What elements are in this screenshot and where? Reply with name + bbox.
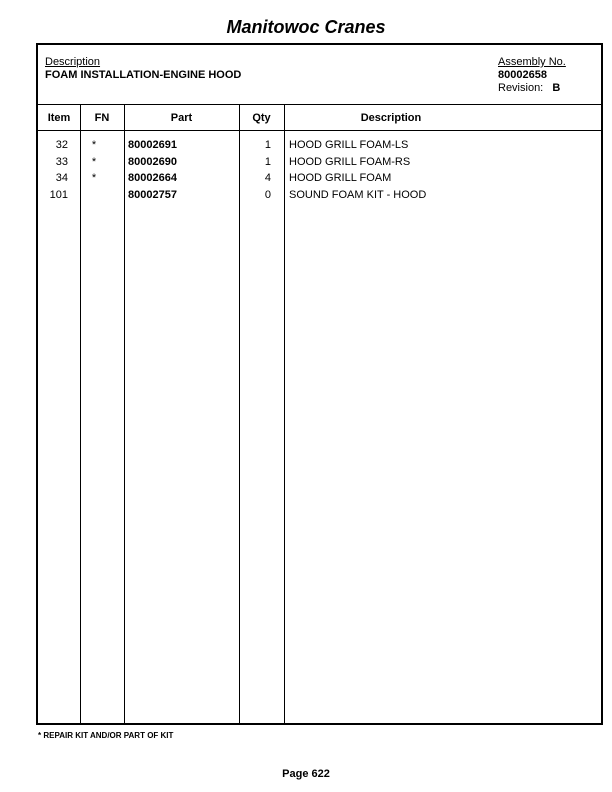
assembly-label: Assembly No. [498,56,566,68]
part-cell: 80002691 [128,139,177,151]
column-header-description: Description [360,112,422,124]
column-header-part: Part [170,112,193,124]
footnote: * REPAIR KIT AND/OR PART OF KIT [38,731,174,740]
parts-list-frame [36,43,603,725]
qty-cell: 4 [264,172,271,184]
assembly-header [38,45,601,105]
qty-cell: 0 [264,188,271,201]
description-cell: HOOD GRILL FOAM [289,172,392,184]
page-number: Page 622 [282,768,330,780]
page-title: Manitowoc Cranes [226,17,386,37]
assembly-block [498,56,566,95]
description-value: FOAM INSTALLATION-ENGINE HOOD [45,69,242,81]
column-header-qty: Qty [252,112,271,124]
qty-cell: 1 [264,155,271,168]
part-cell: 80002664 [128,172,177,184]
column-header-item: Item [47,112,71,124]
table-row [38,156,601,173]
item-cell: 34 [55,172,68,184]
description-cell: HOOD GRILL FOAM-LS [289,139,409,151]
description-cell: HOOD GRILL FOAM-RS [289,155,411,168]
description-label: Description [45,56,101,68]
description-cell: SOUND FOAM KIT - HOOD [289,188,427,201]
fn-cell: * [91,139,97,151]
revision-value: B [552,82,561,94]
table-row [38,189,601,206]
item-cell: 32 [55,139,68,151]
table-row [38,139,601,156]
qty-cell: 1 [264,139,271,151]
item-cell: 101 [49,188,68,201]
description-block [45,56,241,82]
revision-line [498,82,566,95]
part-cell: 80002690 [128,155,177,168]
table-header [38,105,601,131]
table-row [38,172,601,189]
fn-cell: * [91,155,97,168]
revision-label: Revision: [498,82,544,94]
table-body [38,139,601,205]
part-cell: 80002757 [128,188,177,201]
item-cell: 33 [55,155,68,168]
fn-cell: * [91,172,97,184]
column-header-fn: FN [94,112,110,124]
assembly-number: 80002658 [498,69,547,81]
